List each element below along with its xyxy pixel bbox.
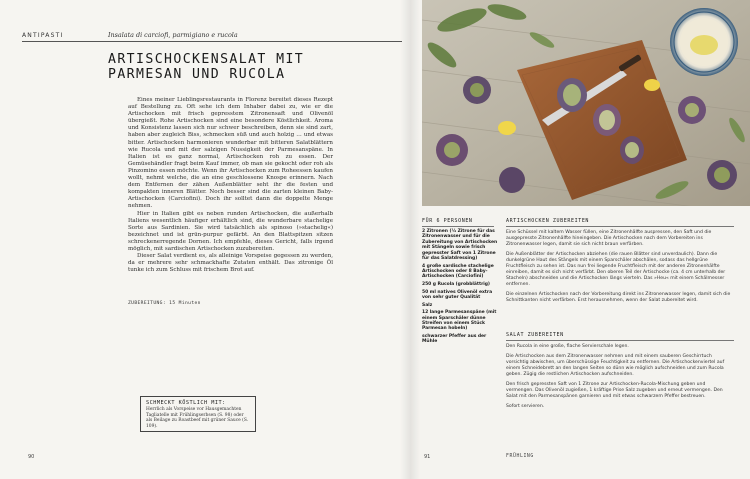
ingredients-rule [422, 226, 494, 227]
ingredient-item: 50 ml natives Olivenöl extra von sehr guter Qualität [422, 289, 493, 301]
ingredient-item: 12 lange Parmesanspäne (mit einem Sparschäler dünne Streifen von einem Stück Parmesan hobeln) [422, 310, 497, 332]
step-block-salad [506, 332, 734, 414]
artichoke-photo [422, 0, 750, 206]
title-line-2: PARMESAN UND RUCOLA [108, 67, 286, 82]
right-page [410, 0, 750, 479]
photo-illustration [422, 0, 750, 206]
tip-heading: SCHMECKT KÖSTLICH MIT: [146, 400, 226, 406]
tip-text: Herrlich als Vorspeise vor Hausgemachten Tagliatelle mit Frühlingserbsen (S. 98) oder als Beilage zu Roastbeef mit grüner Sauce (S. 109). [146, 407, 249, 429]
ingredient-item: 250 g Rucola (grobblättrig) [422, 282, 490, 288]
intro-text [128, 97, 333, 274]
ingredient-item: 4 große sardische stachelige Artischocken oder 8 Baby-Artischocken (Carciofini) [422, 263, 494, 280]
page-number-left: 90 [28, 454, 35, 460]
page-number-right: 91 [424, 454, 431, 460]
step-paragraph: Die einzelnen Artischocken nach der Vorbereitung direkt ins Zitronenwasser legen, damit sich die Schnittkanten nicht verfärben. Erst herausnehmen, wenn der Salat zubereitet wird. [506, 292, 731, 303]
ingredient-item: Salz [422, 302, 433, 308]
header-rule [22, 41, 402, 42]
intro-paragraph: Hier in Italien gibt es neben runden Artischocken, die außerhalb Italiens wesentlich häufiger erhältlich sind, die wunderbare stachelige Sorte aus Sardinien. Sie wird tatsächlich als spinoso (»stachelig«) bezeichnet und ist grün-purpur gefärbt. An den Blattspitzen sitzen schreckenerregende Dornen. Ich empfehle, dieses Gericht, falls irgend möglich, mit sardischen Artischocken zuzubereiten. [128, 210, 333, 252]
italian-subtitle: Insalata di carciofi, parmigiano e rucola [108, 31, 238, 39]
step-block-artichokes [506, 218, 734, 308]
footer-section-name: FRÜHLING [506, 454, 534, 459]
prep-time: ZUBEREITUNG: 15 Minuten [128, 301, 201, 306]
step-paragraph: Den frisch gepressten Saft von 1 Zitrone zur Artischocken-Rucola-Mischung geben und vermengen. Das Olivenöl zugießen, 1 kräftige Prise Salz zugeben und erneut vermengen. Den Salat mit den Parmesanspänen garnieren und mit etwas schwarzem Pfeffer bestreuen. [506, 382, 723, 399]
recipe-title [108, 52, 398, 82]
step-heading: ARTISCHOCKEN ZUBEREITEN [506, 218, 734, 227]
servings-heading: FÜR 6 PERSONEN [422, 218, 473, 224]
gutter-shadow [400, 0, 420, 479]
step-paragraph: Den Rucola in eine große, flache Servierschale legen. [506, 344, 629, 349]
ingredient-item: 2 Zitronen (½ Zitrone für das Zitronenwasser und für die Zubereitung von Artischocken mit Stängeln sowie frisch gepresster Saft von 1 Zitrone für das Salatdressing) [422, 229, 498, 262]
title-line-1: ARTISCHOCKENSALAT MIT [108, 52, 305, 67]
ingredient-list [422, 229, 498, 347]
section-tag: ANTIPASTI [22, 32, 64, 39]
step-paragraph: Die Außenblätter der Artischocken abziehen (die rauen Blätter sind unverdaulich). Dann die dunkelgrüne Haut des Stängels mit einem Sparschäler abschälen, sodass das hellgrüne Fruchtfleisch zu sehen ist. Das nun frei liegende Fruchtfleisch mit der anderen Zitronenhälfte einreiben, damit es sich nicht verfärbt. Den oberen Teil der Artischocke (ca. 4 cm unterhalb der Stacheln) abschneiden und die Artischocken längs vierteln. Das »Heu« mit einem Schälmesser entfernen. [506, 252, 726, 287]
intro-paragraph: Dieser Salat verdient es, als alleinige Vorspeise gegessen zu werden, da er mehrere sehr schmackhafte Zutaten enthält. Das zitronige Öl tunke ich zum Schluss mit frischem Brot auf. [128, 253, 333, 274]
step-paragraph: Eine Schüssel mit kaltem Wasser füllen, eine Zitronenhälfte auspressen, den Saft und die ausgepresste Zitronenhälfte hineingeben. Die Artischocken nach dem Vorbereiten ins Zitronenwasser legen, damit sie sich nicht braun verfärben. [506, 230, 712, 247]
pairing-tip-box [140, 396, 256, 432]
step-paragraph: Die Artischocken aus dem Zitronenwasser nehmen und mit einem sauberen Geschirrtuch vorsichtig abwischen, um überschüssige Feuchtigkeit zu entfernen. Die Artischockenviertel auf einem Schneidebrett an den langen Seiten so dünn wie möglich aufschneiden und zum Rucola geben. Zügig die restlichen Artischocken aufschneiden. [506, 354, 725, 377]
step-paragraph: Sofort servieren. [506, 404, 545, 409]
intro-paragraph: Eines meiner Lieblingsrestaurants in Florenz bereitet dieses Rezept auf Bestellung zu. Oft sehe ich dem Inhaber dabei zu, wie er die Artischocken mit frisch gepresstem Zitronensaft und Olivenöl übergießt. Rohe Artischocken sind eine besondere Köstlichkeit. Aroma und Konsistenz lassen sich nur schwer beschreiben, denn sie sind zart, haben aber zugleich Biss, schmecken süß und auch holzig … und etwas bitter. Artischocken harmonieren wunderbar mit bitteren Salatblättern wie Rucola und mit der salzigen Nussigkeit der Parmesanspäne. In Italien ist es ganz normal, Artischocken roh zu essen. Der Gemüsehändler fragt beim Kauf immer, ob man sie gekocht oder roh als Pinzomino essen möchte. Wenn ihr Artischocken zum Roheessen kaufen wollt, nehmt welche, die an eine geschlossene Knospe erinnern. Nach dem Entfernen der zähen Außenblätter seht ihr die festen und kompakten inneren Blätter. Noch besser sind die zarten kleinen Baby-Artischocken (Carciofini). Doch ihr solltet dann die doppelte Menge nehmen. [128, 97, 333, 210]
step-heading: SALAT ZUBEREITEN [506, 332, 734, 341]
ingredient-item: schwarzer Pfeffer aus der Mühle [422, 334, 487, 345]
